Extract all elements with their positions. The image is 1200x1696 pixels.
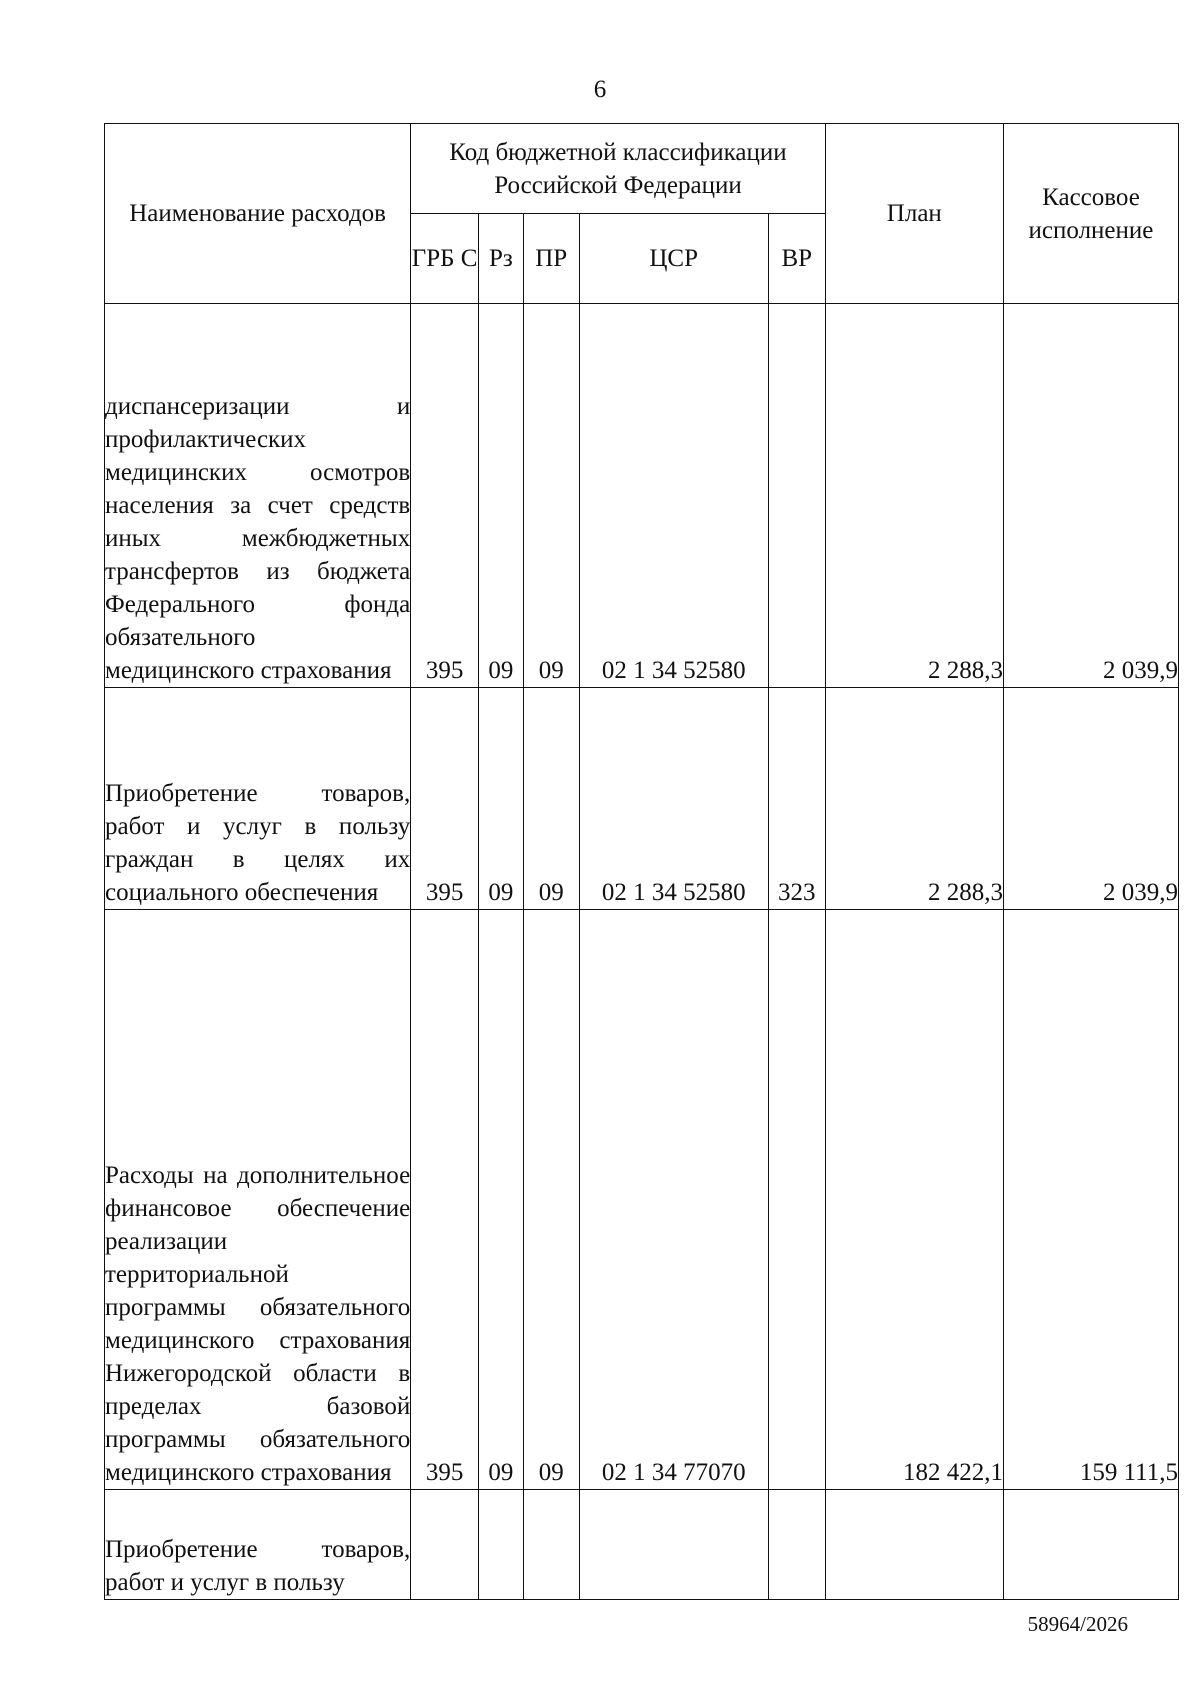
row-name: Приобретение товаров, работ и услуг в пользу bbox=[105, 1490, 411, 1600]
row-cash: 2 039,9 bbox=[1003, 688, 1178, 910]
header-name: Наименование расходов bbox=[105, 124, 411, 304]
row-pr: 09 bbox=[523, 910, 579, 1490]
budget-table bbox=[104, 123, 1179, 1600]
header-plan: План bbox=[825, 124, 1003, 304]
row-plan: 2 288,3 bbox=[825, 688, 1003, 910]
row-grbs: 395 bbox=[411, 688, 479, 910]
table-row bbox=[105, 1490, 1179, 1600]
page-number: 6 bbox=[593, 76, 607, 103]
row-csr bbox=[579, 1490, 768, 1600]
row-grbs: 395 bbox=[411, 910, 479, 1490]
header-row bbox=[105, 124, 1179, 214]
row-plan: 182 422,1 bbox=[825, 910, 1003, 1490]
header-pr: ПР bbox=[523, 214, 579, 304]
header-vr: ВР bbox=[768, 214, 825, 304]
row-plan: 2 288,3 bbox=[825, 304, 1003, 688]
table-row bbox=[105, 910, 1179, 1490]
table-row bbox=[105, 688, 1179, 910]
row-rz: 09 bbox=[479, 910, 524, 1490]
row-pr: 09 bbox=[523, 688, 579, 910]
row-name: Расходы на дополнительное финансовое обеспечение реализации территориальной программы обязательного медицинского страхования Нижегородской области в пределах базовой программы обязательного медицинского страхования bbox=[105, 910, 411, 1490]
row-vr bbox=[768, 910, 825, 1490]
row-vr bbox=[768, 1490, 825, 1600]
header-rz: Рз bbox=[479, 214, 524, 304]
row-pr: 09 bbox=[523, 304, 579, 688]
row-grbs bbox=[411, 1490, 479, 1600]
row-csr: 02 1 34 52580 bbox=[579, 304, 768, 688]
row-vr: 323 bbox=[768, 688, 825, 910]
header-grbs: ГРБ С bbox=[411, 214, 479, 304]
row-rz bbox=[479, 1490, 524, 1600]
row-pr bbox=[523, 1490, 579, 1600]
header-csr: ЦСР bbox=[579, 214, 768, 304]
row-csr: 02 1 34 52580 bbox=[579, 688, 768, 910]
row-vr bbox=[768, 304, 825, 688]
row-name: Приобретение товаров, работ и услуг в пользу граждан в целях их социального обеспечения bbox=[105, 688, 411, 910]
row-cash: 159 111,5 bbox=[1003, 910, 1178, 1490]
row-cash bbox=[1003, 1490, 1178, 1600]
header-code-group: Код бюджетной классификации Российской Федерации bbox=[411, 124, 825, 214]
header-cash: Кассовое исполнение bbox=[1003, 124, 1178, 304]
row-grbs: 395 bbox=[411, 304, 479, 688]
table-row bbox=[105, 304, 1179, 688]
document-number: 58964/2026 bbox=[1027, 1612, 1128, 1636]
row-rz: 09 bbox=[479, 304, 524, 688]
row-plan bbox=[825, 1490, 1003, 1600]
row-csr: 02 1 34 77070 bbox=[579, 910, 768, 1490]
row-cash: 2 039,9 bbox=[1003, 304, 1178, 688]
row-rz: 09 bbox=[479, 688, 524, 910]
row-name: диспансеризации и профилактических медицинских осмотров населения за счет средств иных межбюджетных трансфертов из бюджета Федерального фонда обязательного медицинского страхования bbox=[105, 304, 411, 688]
